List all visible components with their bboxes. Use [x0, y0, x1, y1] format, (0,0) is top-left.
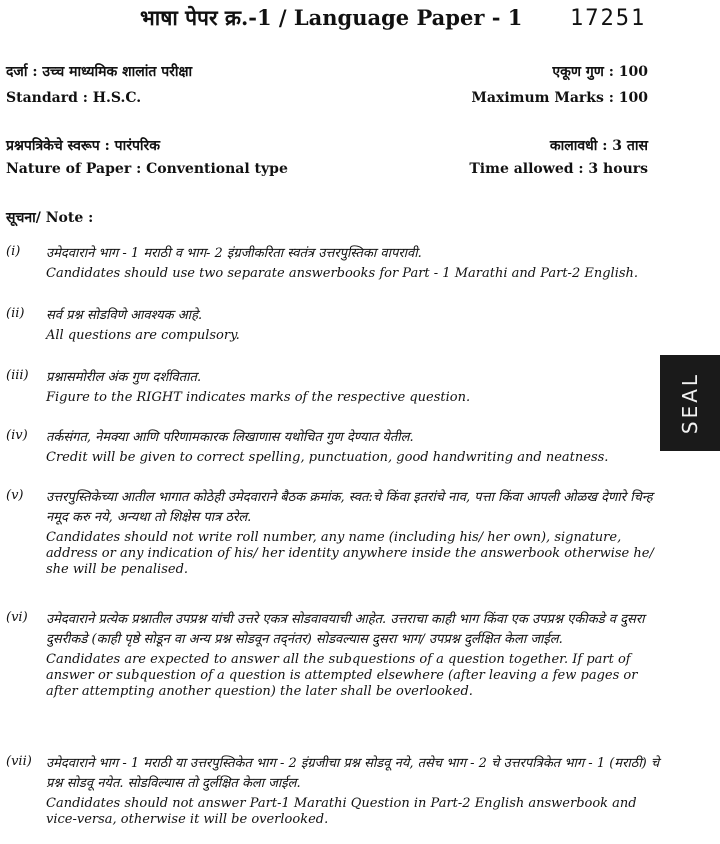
instruction-item [6, 428, 660, 466]
instruction-marathi: प्रश्नासमोरील अंक गुण दर्शवितात. [46, 370, 202, 385]
instruction-number: (iii) [6, 368, 29, 383]
instruction-item [6, 244, 660, 282]
instruction-english: Figure to the RIGHT indicates marks of the respective question. [46, 390, 471, 405]
time-english: Time allowed : 3 hours [469, 161, 648, 177]
paper-code: 17251 [570, 6, 647, 31]
instruction-item [6, 610, 660, 700]
instruction-item [6, 754, 660, 828]
instruction-number: (iv) [6, 428, 28, 443]
marks-marathi: एकूण गुण : 100 [552, 64, 648, 80]
instruction-marathi: तर्कसंगत, नेमक्या आणि परिणामकारक लिखाणास यथोचित गुण देण्यात येतील. [46, 430, 414, 445]
instruction-marathi: उत्तरपुस्तिकेच्या आतील भागात कोठेही उमेदवाराने बैठक क्रमांक, स्वत:चे किंवा इतरांचे नाव, पत्ता किंवा आपली ओळख देणारे चिन्ह नमूद करु नये, अन्यथा तो शिक्षेस पात्र ठरेल. [46, 490, 653, 525]
instruction-item [6, 306, 660, 344]
nature-marathi: प्रश्नपत्रिकेचे स्वरूप : पारंपरिक [6, 138, 161, 154]
instruction-number: (vi) [6, 610, 28, 625]
paper-title: भाषा पेपर क्र.-1 / Language Paper - 1 [140, 5, 523, 30]
instruction-marathi: उमेदवाराने भाग - 1 मराठी व भाग- 2 इंग्रजीकरिता स्वतंत्र उत्तरपुस्तिका वापरावी. [46, 246, 422, 261]
instruction-english: All questions are compulsory. [46, 328, 240, 343]
instruction-number: (vii) [6, 754, 32, 769]
time-marathi: कालावधी : 3 तास [549, 138, 648, 154]
marks-english: Maximum Marks : 100 [471, 90, 648, 106]
instruction-english: Candidates are expected to answer all the subquestions of a question together. If part of answer or subquestion of a question is attempted elsewhere (after leaving a few pages or after attempting another question) the later shall be overlooked. [46, 652, 638, 699]
instruction-number: (i) [6, 244, 21, 259]
nature-english: Nature of Paper : Conventional type [6, 161, 288, 177]
instruction-number: (v) [6, 488, 24, 503]
note-heading: सूचना/ Note : [6, 210, 94, 226]
standard-marathi: दर्जा : उच्च माध्यमिक शालांत परीक्षा [6, 64, 193, 80]
instruction-english: Credit will be given to correct spelling, punctuation, good handwriting and neatness. [46, 450, 609, 465]
instruction-item [6, 368, 660, 406]
instruction-english: Candidates should use two separate answerbooks for Part - 1 Marathi and Part-2 English. [46, 266, 639, 281]
instruction-item [6, 488, 660, 578]
instruction-marathi: सर्व प्रश्न सोडविणे आवश्यक आहे. [46, 308, 203, 323]
instruction-marathi: उमेदवाराने भाग - 1 मराठी या उत्तरपुस्तिकेत भाग - 2 इंग्रजीचा प्रश्न सोडवू नये, तसेच भाग - 2 चे उत्तरपत्रिकेत भाग - 1 (मराठी) चे प्रश्न सोडवू नयेत. सोडविल्यास तो दुर्लक्षित केला जाईल. [46, 756, 660, 791]
seal-label: SEAL [678, 371, 702, 435]
instruction-english: Candidates should not answer Part-1 Marathi Question in Part-2 English answerbook and vice-versa, otherwise it will be overlooked. [46, 796, 637, 827]
standard-english: Standard : H.S.C. [6, 90, 142, 106]
instruction-number: (ii) [6, 306, 25, 321]
instruction-english: Candidates should not write roll number, any name (including his/ her own), signature, address or any indication of his/ her identity anywhere inside the answerbook otherwise he/ she will be penalised. [46, 530, 654, 577]
seal-tab [660, 355, 720, 451]
instruction-marathi: उमेदवाराने प्रत्येक प्रश्नातील उपप्रश्न यांची उत्तरे एकत्र सोडवावयाची आहेत. उत्तराचा काही भाग किंवा एक उपप्रश्न एकीकडे व दुसरा दुसरीकडे (काही पृष्ठे सोडून वा अन्य प्रश्न सोडवून तद्नंतर) सोडवल्यास दुसरा भाग/ उपप्रश्न दुर्लक्षित केला जाईल. [46, 612, 645, 647]
